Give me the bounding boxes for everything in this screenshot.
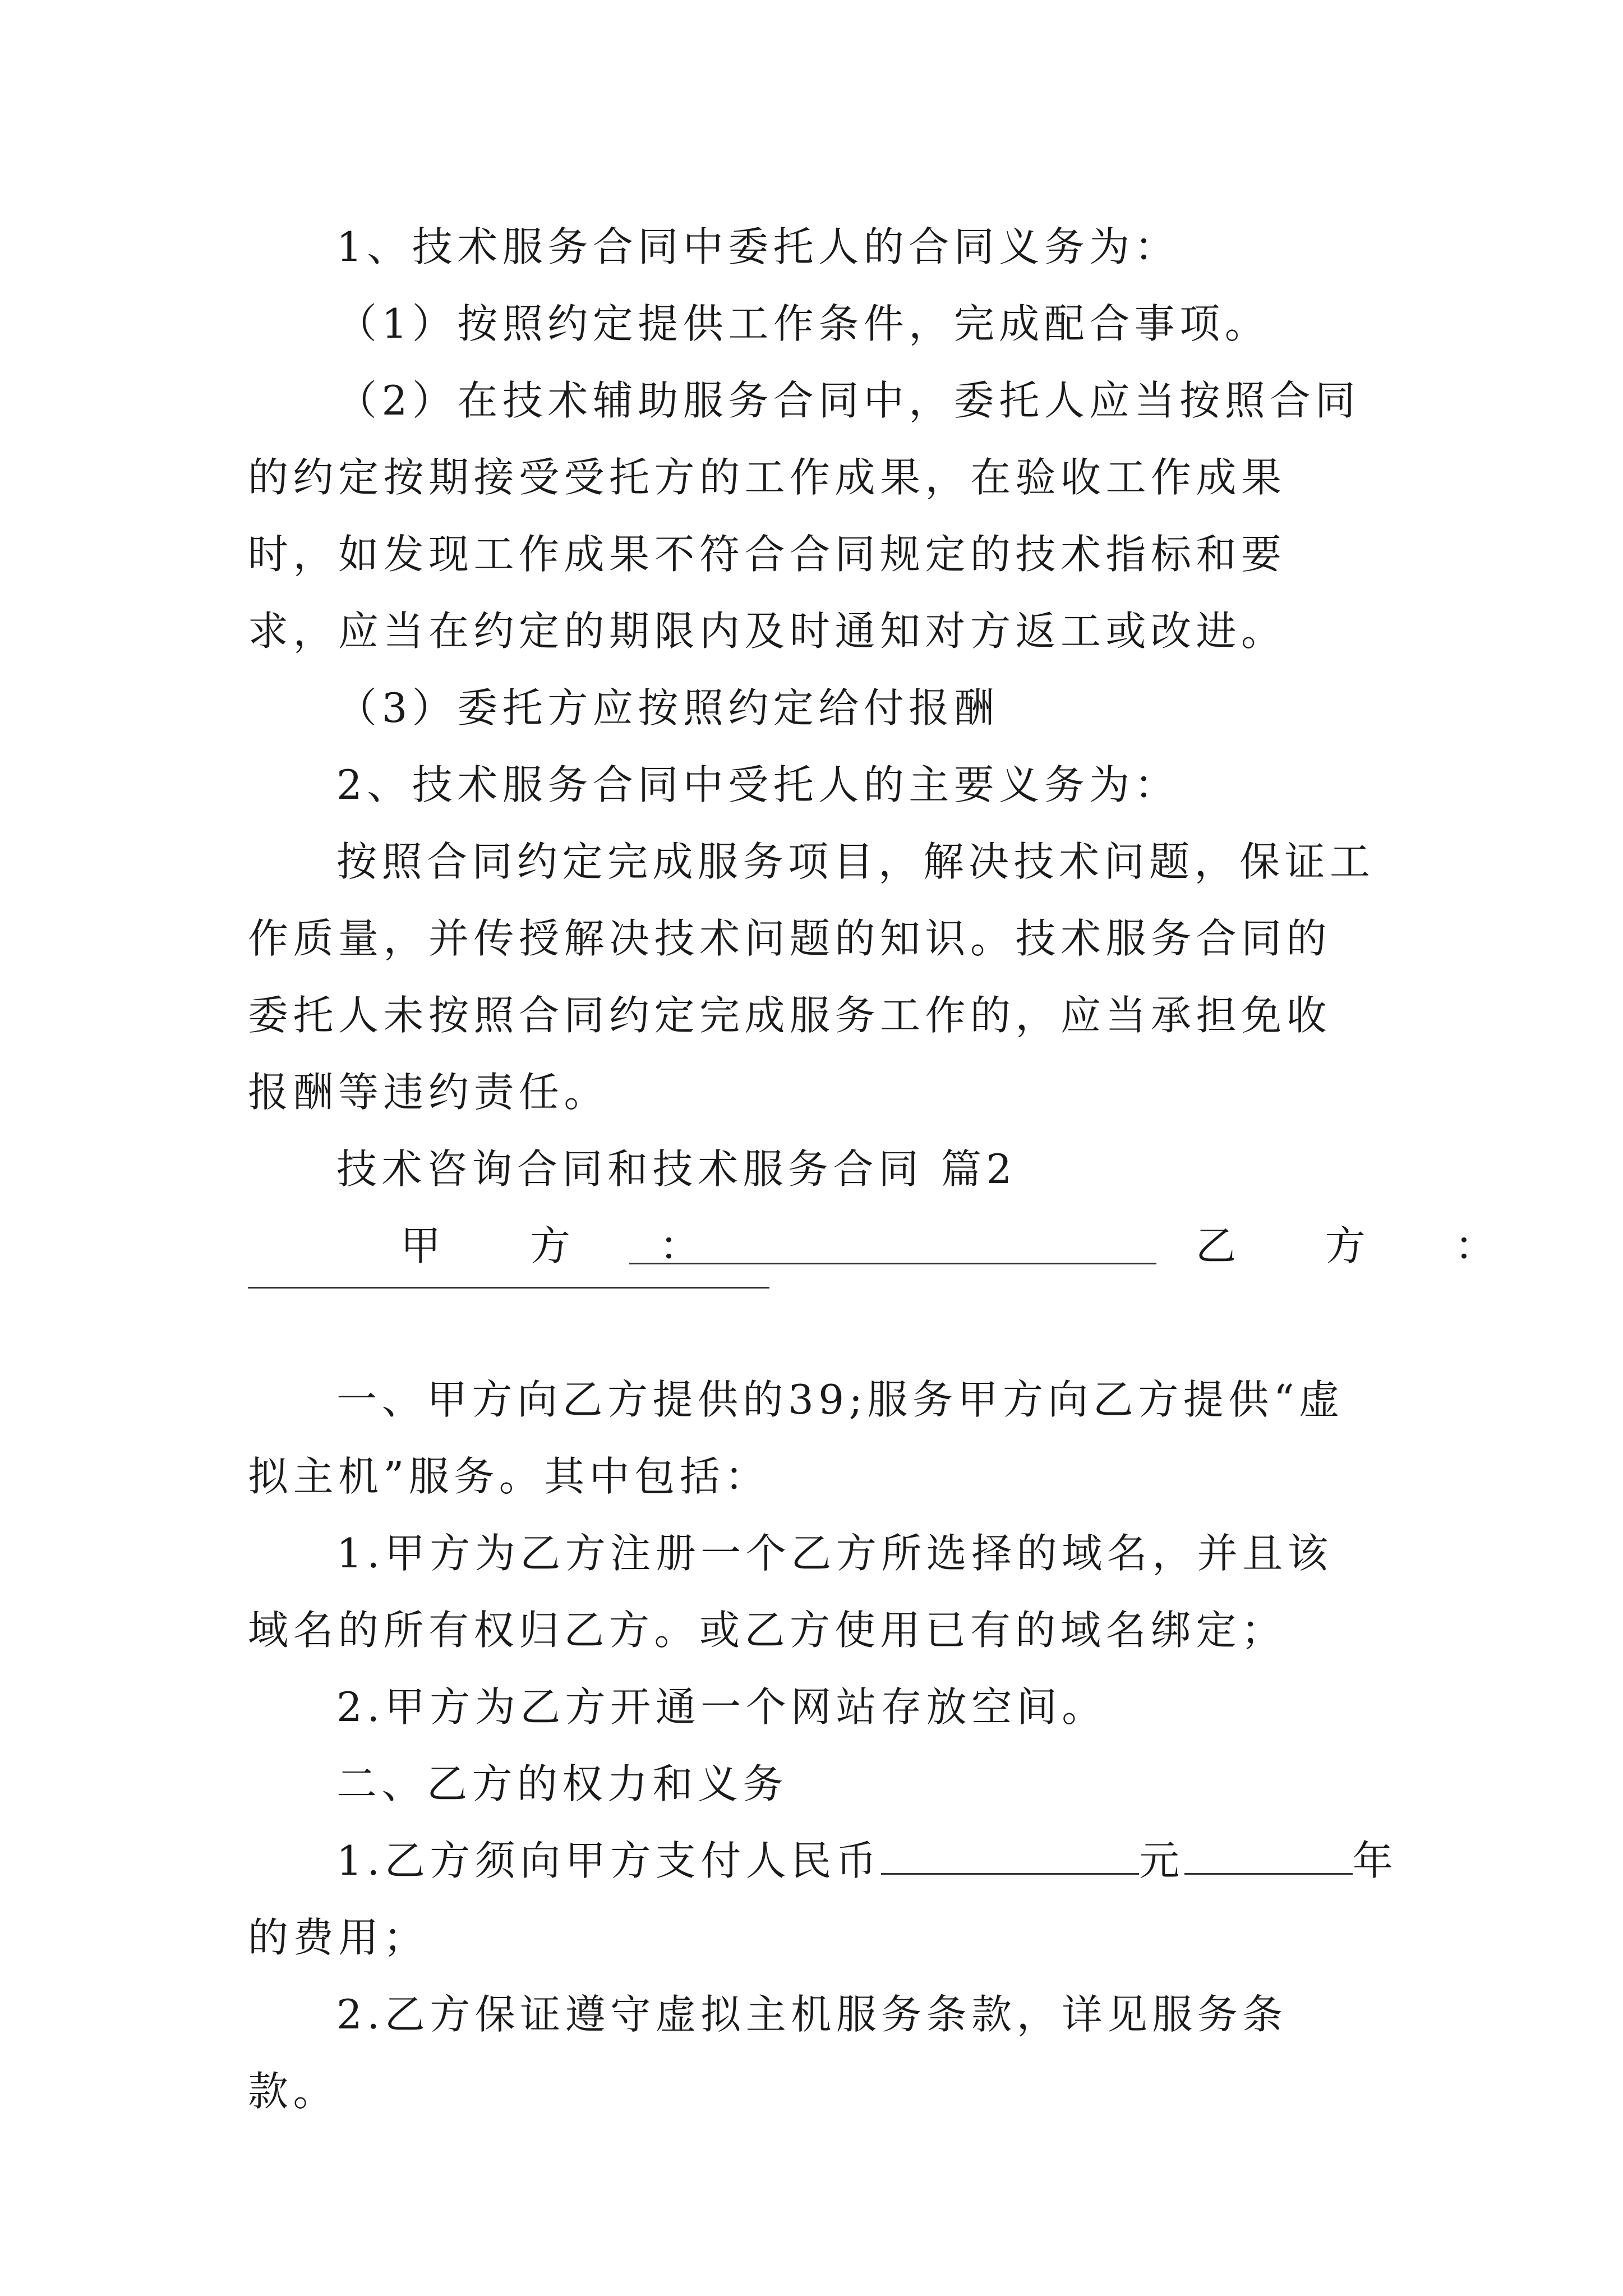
fee-amount-blank (881, 1837, 1139, 1875)
party-b-blank (248, 1287, 769, 1289)
fee-unit-year: 年 (1352, 1837, 1398, 1884)
section-title-part-2: 技术咨询合同和技术服务合同 篇2 (336, 1145, 1017, 1193)
paragraph-item-1: （1）按照约定提供工作条件，完成配合事项。 (336, 300, 1270, 347)
party-b-label: 乙 方 ： (1196, 1222, 1533, 1269)
paragraph-section-1-item-1: 1.甲方为乙方注册一个乙方所选择的域名，并且该域名的所有权归乙方。或乙方使用已有的域名绑定； (248, 1530, 1333, 1654)
paragraph-fee-line (248, 1823, 1398, 1899)
paragraph-obligation-contractor-body: 按照合同约定完成服务项目，解决技术问题，保证工作质量，并传授解决技术问题的知识。技术服务合同的委托人未按照合同约定完成服务工作的，应当承担免收报酬等违约责任。 (248, 838, 1375, 1116)
party-a-label: 甲 方 ： (400, 1222, 738, 1269)
paragraph-obligation-contractor-heading: 2、技术服务合同中受托人的主要义务为： (336, 761, 1180, 808)
party-a-blank (629, 1263, 1156, 1264)
paragraph-section-2-heading: 二、乙方的权力和义务 (336, 1760, 789, 1807)
paragraph-fee-suffix: 的费用； (248, 1914, 429, 1961)
fee-unit-yuan: 元 (1139, 1837, 1184, 1884)
fee-prefix: 1.乙方须向甲方支付人民币 (336, 1837, 882, 1884)
paragraph-item-2: （2）在技术辅助服务合同中，委托人应当按照合同的约定按期接受受托方的工作成果，在验收工作成果时，如发现工作成果不符合合同规定的技术指标和要求，应当在约定的期限内及时通知对方返工或改进。 (248, 377, 1361, 655)
party-b-blank-line (248, 1285, 1375, 1361)
paragraph-section-1: 一、甲方向乙方提供的39;服务甲方向乙方提供“虚拟主机”服务。其中包括： (248, 1376, 1344, 1500)
paragraph-section-2-item-2: 2.乙方保证遵守虚拟主机服务条款，详见服务条款。 (248, 1991, 1288, 2115)
parties-line (248, 1208, 1533, 1285)
fee-years-blank (1184, 1837, 1353, 1875)
paragraph-obligation-client-heading: 1、技术服务合同中委托人的合同义务为： (336, 223, 1180, 270)
paragraph-item-3: （3）委托方应按照约定给付报酬 (336, 684, 999, 731)
paragraph-section-1-item-2: 2.甲方为乙方开通一个网站存放空间。 (336, 1683, 1107, 1731)
document-body (248, 209, 1533, 2130)
